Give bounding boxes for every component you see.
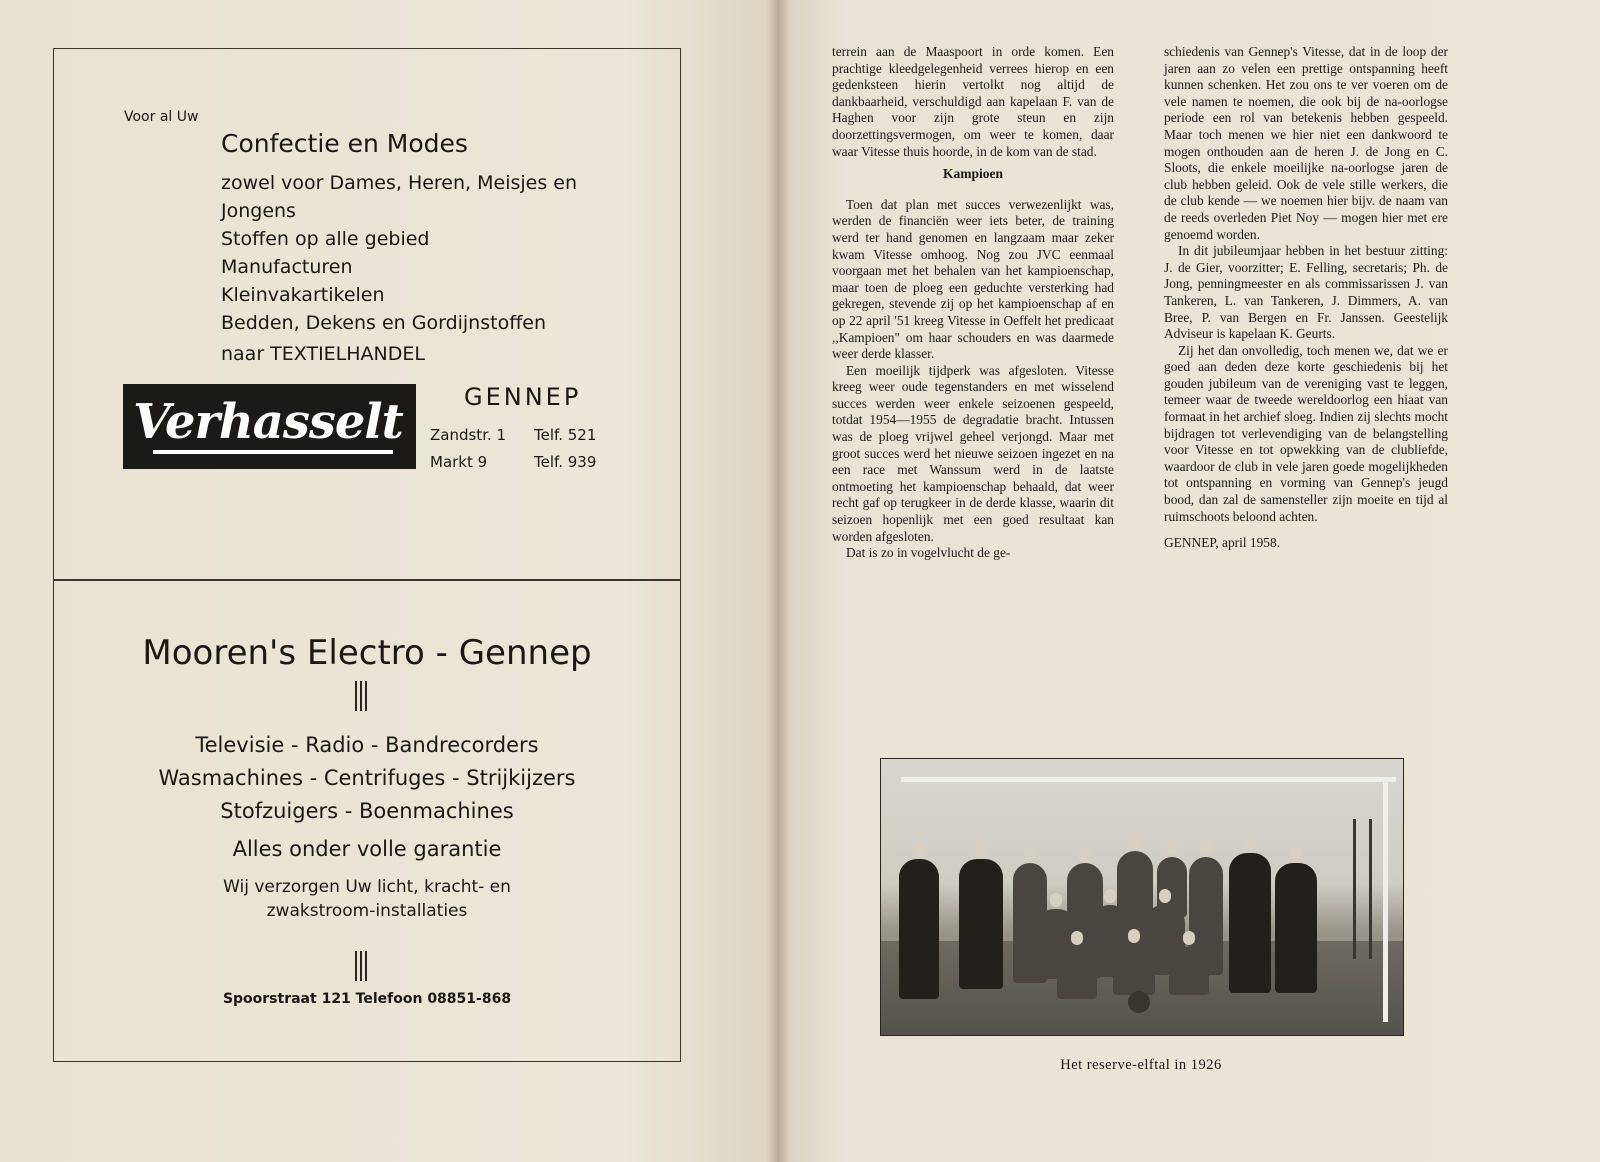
phone-markt: Telf. 939	[534, 453, 597, 471]
ad-item-list	[221, 169, 577, 337]
ad-item: Stoffen op alle gebied	[221, 228, 430, 250]
product-line: Televisie - Radio - Bandrecorders	[195, 733, 539, 757]
team-member-figure	[1169, 947, 1209, 995]
team-member-head	[1079, 849, 1091, 863]
ad-heading: Confectie en Modes	[221, 129, 468, 158]
goal-post	[1383, 777, 1388, 1022]
team-member-head	[1200, 841, 1212, 855]
ad-item: Kleinvakartikelen	[221, 284, 385, 306]
team-member-head	[1050, 893, 1062, 907]
photo-caption: Het reserve-elftal in 1926	[1060, 1057, 1222, 1073]
phone-zandstraat: Telf. 521	[534, 426, 597, 444]
divider-ornament	[355, 681, 369, 711]
paragraph: terrein aan de Maaspoort in orde komen. Een prachtige kleedgelegenheid verrees hierop en een gedenksteen hierin vertolkt nog altijd de dankbaarheid, verschuldigd aan kapelaan F. van de Haghen voor zijn grote steun en zijn doorzettingsvermogen, om weer te komen, daar waar Vitesse thuis hoorde, in de kom van de stad.	[832, 44, 1114, 159]
left-page	[0, 0, 778, 1162]
product-line: Stofzuigers - Boenmachines	[220, 799, 514, 823]
paragraph: Zij het dan onvolledig, toch menen we, dat we er goed aan deden deze korte geschiedenis bij het gouden jubileum van de vereniging vast te leggen, temeer waar de tweede wereldoorlog een hiaat van formaat in het archief sloeg. Indien zij slechts mocht bijdragen tot verlevendiging van de belangstelling voor Vitesse en tot opwekking van de clubliefde, waardoor de club in vele jaren goede mogelijkheden tot ontspanning en vorming van Gennep's jeugd bood, dan zal de samensteller zijn moeite en tijd al ruimschoots beloond achten.	[1164, 342, 1448, 524]
section-heading: Kampioen	[942, 166, 1003, 182]
product-list	[54, 729, 680, 828]
ad-item: zowel voor Dames, Heren, Meisjes en	[221, 172, 578, 194]
team-member-figure	[899, 859, 939, 999]
logo-text: Verhasselt	[133, 394, 403, 450]
ad-contact: Spoorstraat 121 Telefoon 08851-868	[222, 991, 512, 1007]
team-member-head	[1166, 841, 1178, 855]
advertisement-verhasselt	[53, 48, 681, 580]
team-member-head	[1159, 889, 1171, 903]
article-column-1	[832, 44, 1114, 562]
team-member-head	[1183, 931, 1195, 945]
team-member-head	[1024, 848, 1036, 862]
paragraph: Dat is zo in vogelvlucht de ge-	[846, 545, 1011, 561]
article-column-2	[1164, 44, 1448, 552]
advertisement-mooren-electro	[53, 580, 681, 1062]
team-member-head	[913, 843, 925, 857]
team-member-figure	[1113, 945, 1155, 995]
field-pole	[1353, 819, 1356, 959]
guarantee-line: Alles onder volle garantie	[232, 837, 502, 861]
address-zandstraat: Zandstr. 1	[430, 426, 507, 444]
ad-item: Bedden, Dekens en Gordijnstoffen	[221, 312, 547, 334]
team-member-figure	[959, 859, 1003, 989]
ad-city: GENNEP	[464, 383, 582, 411]
divider-ornament	[355, 951, 369, 981]
team-member-head	[1290, 847, 1302, 861]
team-member-head	[1128, 929, 1140, 943]
address-markt: Markt 9	[430, 453, 488, 471]
goal-crossbar	[901, 777, 1396, 782]
team-member-figure	[1057, 949, 1097, 999]
paragraph: schiedenis van Gennep's Vitesse, dat in de loop der jaren aan zo velen een prettige ontspanning heeft kunnen schenken. Het zou ons te ver voeren om de vele namen te noemen, die ook bij de na-oorlogse periode een rol van betekenis hebben gespeeld. Maar toch menen we hier niet een dankwoord te mogen onthouden aan de heren J. de Jong en C. Sloots, die enkele moeilijke na-oorlogse jaren de club hebben geleid. Ook de vele stille werkers, die de club kende — we noemen hier bijv. de naam van de reeds overleden Piet Noy — mogen hier met ere genoemd worden.	[1164, 44, 1448, 242]
installations-line: Wij verzorgen Uw licht, kracht- en zwakstroom-installaties	[223, 877, 511, 921]
ad-item: Jongens	[221, 200, 296, 222]
product-line: Wasmachines - Centrifuges - Strijkijzers	[158, 766, 576, 790]
team-member-head	[1104, 889, 1116, 903]
team-member-head	[1244, 837, 1256, 851]
ad-item: Manufacturen	[221, 256, 353, 278]
team-photo	[880, 758, 1404, 1036]
ad-intro: Voor al Uw	[124, 109, 199, 125]
verhasselt-logo	[123, 384, 416, 469]
team-member-head	[1071, 931, 1083, 945]
team-member-figure	[1229, 853, 1271, 993]
paragraph: Een moeilijk tijdperk was afgesloten. Vitesse kreeg weer oude tegenstanders en met wisselend succes werden weer enkele seizoenen gespeeld, totdat 1954—1955 de degradatie bracht. Intussen was de ploeg vrijwel geheel verjongd. Maar met groot succes werd het nieuwe seizoen ingezet en na een race met Wanssum werd in de laatste ontmoeting het kampioenschap behaald, dat weer recht gaf op terugkeer in de derde klasse, waarin dit seizoen hopenlijk met een goed resultaat kan worden afgesloten.	[832, 362, 1114, 544]
paragraph: Toen dat plan met succes verwezenlijkt was, werden de financiën weer iets beter, de training werd ter hand genomen en langzaam maar zeker kwam Vitesse omhoog. Nog zou JVC eenmaal voorgaan met het behalen van het kampioenschap, maar toen de ploeg een geduchte versterking had gekregen, stevende zij op het kampioenschap af en op 22 april '51 kreeg Vitesse in Oeffelt het predicaat ,,Kampioen" om haar schouders en was daarmede weer derde klasser.	[832, 196, 1114, 362]
field-pole	[1369, 819, 1372, 959]
team-member-head	[1129, 835, 1141, 849]
football	[1128, 991, 1150, 1013]
dateline: GENNEP, april 1958.	[1164, 535, 1281, 551]
paragraph: In dit jubileumjaar hebben in het bestuur zitting: J. de Gier, voorzitter; E. Felling, secretaris; Ph. de Jong, penningmeester en als commissarissen J. van Tankeren, L. van Tankeren, J. Dimmers, A. van Bree, P. van Bergen en Fr. Janssen. Geestelijk Adviseur is kapelaan K. Geurts.	[1164, 243, 1448, 342]
team-member-head	[975, 843, 987, 857]
logo-underline	[153, 450, 393, 454]
ad-heading: Mooren's Electro - Gennep	[142, 633, 592, 673]
ad-to-line: naar TEXTIELHANDEL	[221, 343, 425, 365]
page-gutter	[766, 0, 790, 1162]
team-member-figure	[1275, 863, 1317, 993]
